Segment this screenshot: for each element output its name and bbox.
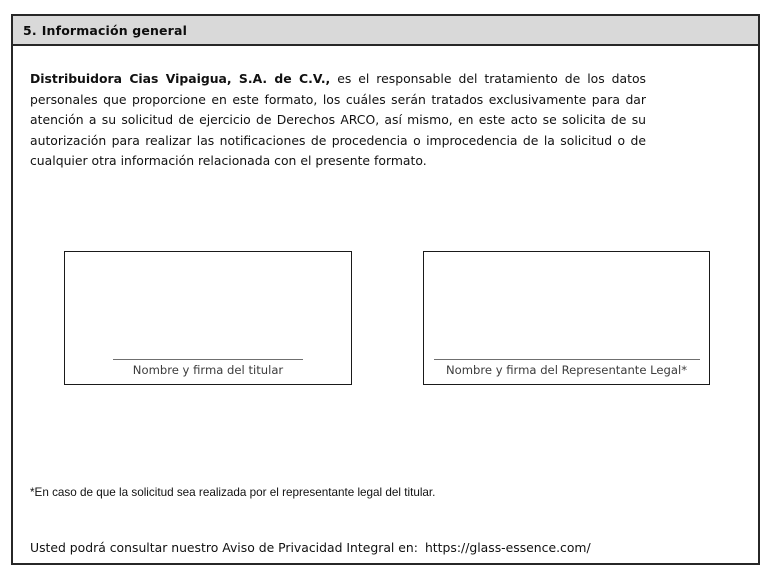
signature-caption-titular [65, 359, 351, 378]
privacy-notice-text: Usted podrá consultar nuestro Aviso de Privacidad Integral en: [30, 540, 418, 555]
form-section-table [11, 14, 760, 565]
privacy-notice-line [30, 540, 591, 555]
section-body [13, 46, 758, 563]
section-header-text [23, 23, 187, 38]
signature-box-representante-legal[interactable] [423, 251, 710, 385]
section-number: 5. [23, 22, 37, 38]
section-header [13, 16, 758, 46]
signature-rule [434, 359, 700, 360]
intro-paragraph [30, 69, 646, 172]
signature-label-titular: Nombre y firma del titular [132, 363, 284, 377]
signature-label-representante-legal: Nombre y firma del Representante Legal* [445, 363, 688, 377]
signature-rule [113, 359, 303, 360]
footnote-text: *En caso de que la solicitud sea realizada por el representante legal del titular. [30, 486, 436, 499]
privacy-notice-url[interactable]: https://glass-essence.com/ [424, 540, 591, 555]
company-name: Distribuidora Cias Vipaigua, S.A. de C.V., [30, 71, 331, 86]
section-title: Información general [41, 22, 188, 38]
intro-body-text: es el responsable del tratamiento de los datos personales que proporcione en este formato, los cuáles serán tratados exclusivamente para dar atención a su solicitud de ejercicio de Derechos ARCO, así mismo, en este acto se solicita de su autorización para realizar las notificaciones de procedencia o improcedencia de la solicitud o de cualquier otra información relacionada con el presente formato. [30, 71, 646, 169]
signature-box-titular[interactable] [64, 251, 352, 385]
signature-caption-representante-legal [424, 359, 709, 378]
